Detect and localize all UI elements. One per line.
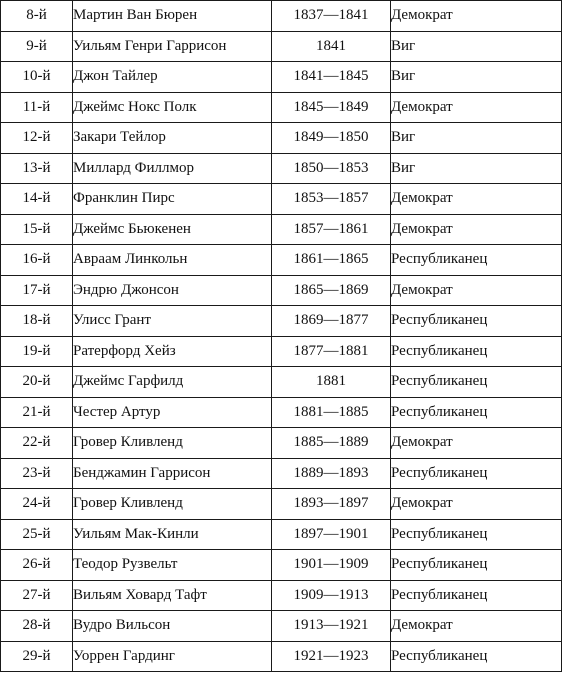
- party-cell: Республиканец: [391, 641, 562, 672]
- president-number-cell: 18-й: [1, 306, 73, 337]
- president-number-cell: 13-й: [1, 153, 73, 184]
- president-number-cell: 25-й: [1, 519, 73, 550]
- term-years-cell: 1853—1857: [272, 184, 391, 215]
- president-number-cell: 28-й: [1, 611, 73, 642]
- term-years-cell: 1841—1845: [272, 62, 391, 93]
- president-number-cell: 11-й: [1, 92, 73, 123]
- president-name-cell: Эндрю Джонсон: [73, 275, 272, 306]
- president-name-cell: Закари Тейлор: [73, 123, 272, 154]
- term-years-cell: 1913—1921: [272, 611, 391, 642]
- party-cell: Республиканец: [391, 397, 562, 428]
- president-number-cell: 17-й: [1, 275, 73, 306]
- party-cell: Республиканец: [391, 367, 562, 398]
- president-name-cell: Джеймс Нокс Полк: [73, 92, 272, 123]
- term-years-cell: 1845—1849: [272, 92, 391, 123]
- party-cell: Виг: [391, 31, 562, 62]
- president-number-cell: 27-й: [1, 580, 73, 611]
- party-cell: Виг: [391, 123, 562, 154]
- president-name-cell: Джеймс Гарфилд: [73, 367, 272, 398]
- table-row: [1, 519, 562, 550]
- president-number-cell: 24-й: [1, 489, 73, 520]
- table-row: [1, 92, 562, 123]
- term-years-cell: 1909—1913: [272, 580, 391, 611]
- table-row: [1, 580, 562, 611]
- president-name-cell: Улисс Грант: [73, 306, 272, 337]
- term-years-cell: 1865—1869: [272, 275, 391, 306]
- term-years-cell: 1869—1877: [272, 306, 391, 337]
- party-cell: Демократ: [391, 611, 562, 642]
- table-row: [1, 275, 562, 306]
- president-number-cell: 8-й: [1, 1, 73, 32]
- party-cell: Республиканец: [391, 550, 562, 581]
- president-name-cell: Гровер Кливленд: [73, 428, 272, 459]
- party-cell: Республиканец: [391, 245, 562, 276]
- party-cell: Виг: [391, 62, 562, 93]
- president-name-cell: Джеймс Бьюкенен: [73, 214, 272, 245]
- term-years-cell: 1881: [272, 367, 391, 398]
- president-name-cell: Ратерфорд Хейз: [73, 336, 272, 367]
- table-row: [1, 550, 562, 581]
- party-cell: Республиканец: [391, 580, 562, 611]
- term-years-cell: 1850—1853: [272, 153, 391, 184]
- president-number-cell: 23-й: [1, 458, 73, 489]
- president-number-cell: 20-й: [1, 367, 73, 398]
- party-cell: Демократ: [391, 275, 562, 306]
- president-name-cell: Вудро Вильсон: [73, 611, 272, 642]
- party-cell: Республиканец: [391, 519, 562, 550]
- term-years-cell: 1837—1841: [272, 1, 391, 32]
- president-name-cell: Уильям Мак-Кинли: [73, 519, 272, 550]
- president-number-cell: 15-й: [1, 214, 73, 245]
- president-name-cell: Честер Артур: [73, 397, 272, 428]
- table-row: [1, 1, 562, 32]
- president-number-cell: 19-й: [1, 336, 73, 367]
- term-years-cell: 1849—1850: [272, 123, 391, 154]
- table-row: [1, 611, 562, 642]
- president-name-cell: Уильям Генри Гаррисон: [73, 31, 272, 62]
- party-cell: Демократ: [391, 92, 562, 123]
- term-years-cell: 1889—1893: [272, 458, 391, 489]
- table-row: [1, 367, 562, 398]
- term-years-cell: 1901—1909: [272, 550, 391, 581]
- term-years-cell: 1893—1897: [272, 489, 391, 520]
- table-row: [1, 458, 562, 489]
- table-row: [1, 31, 562, 62]
- table-row: [1, 641, 562, 672]
- party-cell: Демократ: [391, 489, 562, 520]
- presidents-table-body: [1, 1, 562, 672]
- term-years-cell: 1861—1865: [272, 245, 391, 276]
- president-number-cell: 12-й: [1, 123, 73, 154]
- table-row: [1, 245, 562, 276]
- table-row: [1, 62, 562, 93]
- president-number-cell: 16-й: [1, 245, 73, 276]
- table-row: [1, 397, 562, 428]
- president-name-cell: Джон Тайлер: [73, 62, 272, 93]
- term-years-cell: 1877—1881: [272, 336, 391, 367]
- table-row: [1, 184, 562, 215]
- president-name-cell: Гровер Кливленд: [73, 489, 272, 520]
- term-years-cell: 1885—1889: [272, 428, 391, 459]
- president-number-cell: 21-й: [1, 397, 73, 428]
- president-name-cell: Теодор Рузвельт: [73, 550, 272, 581]
- term-years-cell: 1897—1901: [272, 519, 391, 550]
- president-name-cell: Вильям Ховард Тафт: [73, 580, 272, 611]
- term-years-cell: 1841: [272, 31, 391, 62]
- party-cell: Виг: [391, 153, 562, 184]
- table-row: [1, 153, 562, 184]
- term-years-cell: 1881—1885: [272, 397, 391, 428]
- table-row: [1, 428, 562, 459]
- president-name-cell: Франклин Пирс: [73, 184, 272, 215]
- president-number-cell: 14-й: [1, 184, 73, 215]
- party-cell: Республиканец: [391, 306, 562, 337]
- president-number-cell: 9-й: [1, 31, 73, 62]
- party-cell: Республиканец: [391, 336, 562, 367]
- president-name-cell: Уоррен Гардинг: [73, 641, 272, 672]
- president-name-cell: Авраам Линкольн: [73, 245, 272, 276]
- party-cell: Демократ: [391, 1, 562, 32]
- term-years-cell: 1921—1923: [272, 641, 391, 672]
- table-row: [1, 489, 562, 520]
- president-name-cell: Мартин Ван Бюрен: [73, 1, 272, 32]
- party-cell: Демократ: [391, 184, 562, 215]
- term-years-cell: 1857—1861: [272, 214, 391, 245]
- president-number-cell: 22-й: [1, 428, 73, 459]
- table-row: [1, 214, 562, 245]
- president-number-cell: 10-й: [1, 62, 73, 93]
- president-number-cell: 26-й: [1, 550, 73, 581]
- party-cell: Демократ: [391, 214, 562, 245]
- party-cell: Демократ: [391, 428, 562, 459]
- table-row: [1, 336, 562, 367]
- president-name-cell: Миллард Филлмор: [73, 153, 272, 184]
- table-row: [1, 123, 562, 154]
- president-number-cell: 29-й: [1, 641, 73, 672]
- table-row: [1, 306, 562, 337]
- party-cell: Республиканец: [391, 458, 562, 489]
- president-name-cell: Бенджамин Гаррисон: [73, 458, 272, 489]
